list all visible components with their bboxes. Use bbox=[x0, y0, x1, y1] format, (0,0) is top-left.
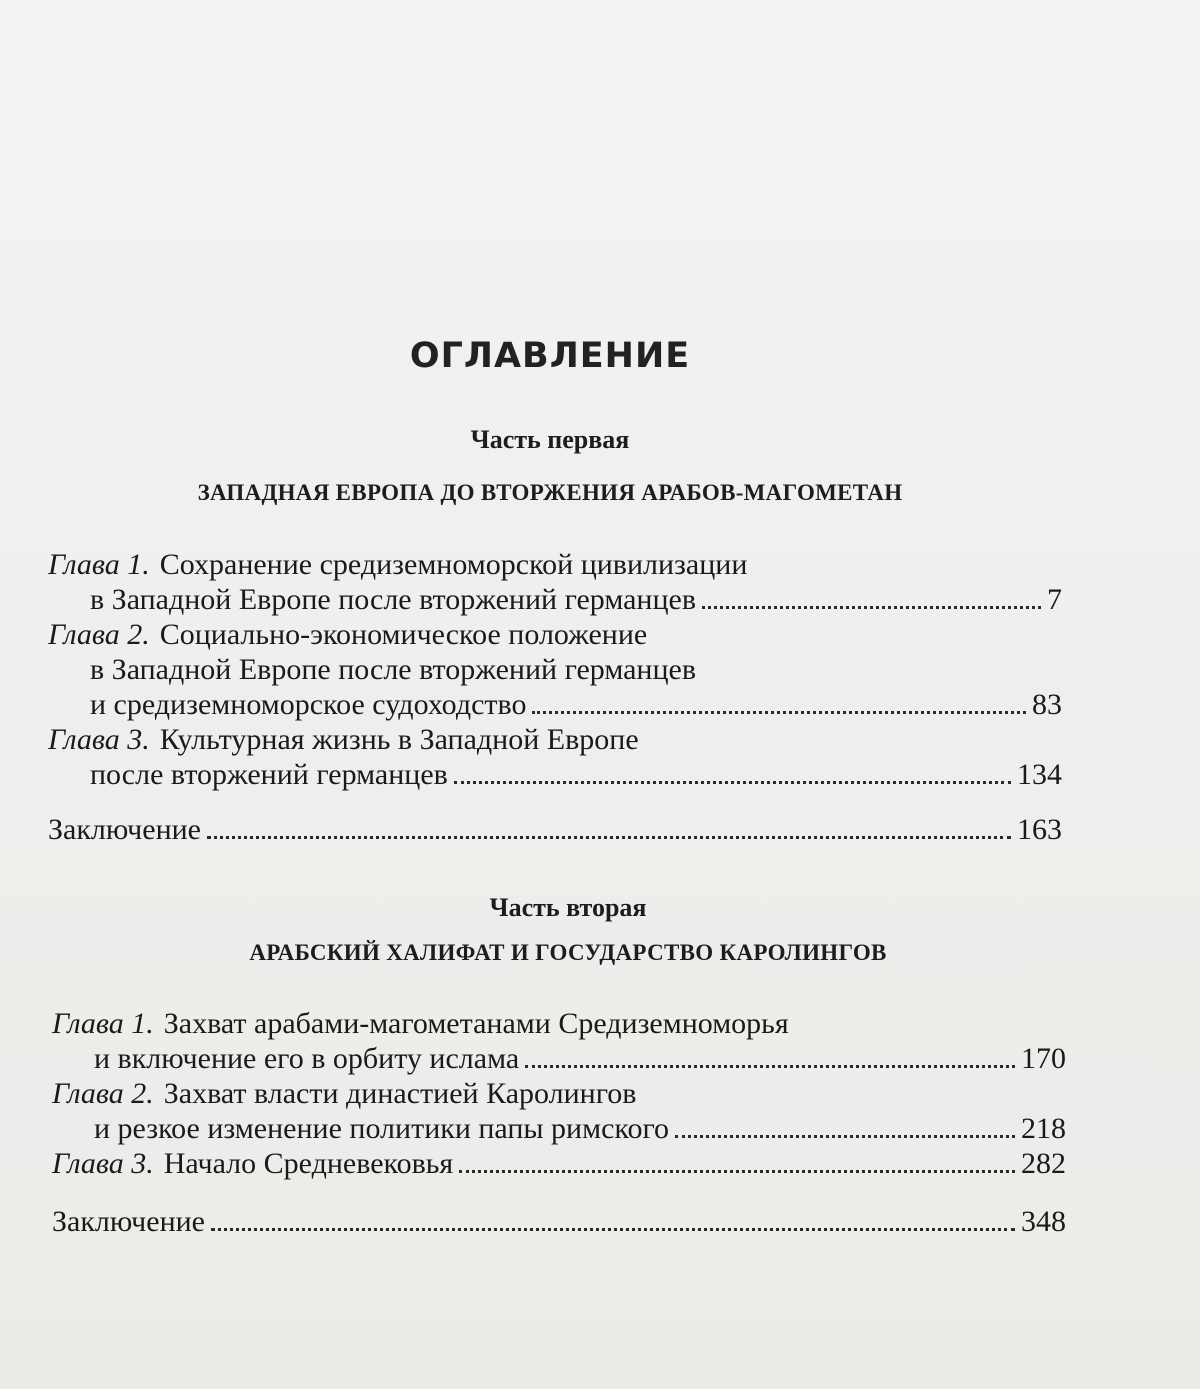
chapter-title: Социально-экономическое положение bbox=[159, 618, 648, 651]
dot-leader bbox=[207, 836, 1011, 839]
chapter-title-cont: и включение его в орбиту ислама bbox=[94, 1042, 520, 1075]
dot-leader bbox=[454, 781, 1011, 784]
chapter-title: Начало Средневековья bbox=[163, 1147, 454, 1180]
toc-entry-p1-ch2-line2 bbox=[90, 653, 696, 687]
page-number: 348 bbox=[1021, 1205, 1066, 1238]
chapter-title-cont: в Западной Европе после вторжений германцев bbox=[90, 583, 697, 616]
toc-entry-p1-conclusion bbox=[48, 813, 1062, 847]
chapter-title-cont: и резкое изменение политики папы римского bbox=[94, 1112, 670, 1145]
toc-entry-p1-ch1-line2 bbox=[90, 583, 1062, 617]
toc-entry-p2-ch2-line1 bbox=[52, 1077, 636, 1111]
toc-entry-p1-ch2-line1 bbox=[48, 618, 647, 652]
page-number: 83 bbox=[1032, 688, 1062, 721]
chapter-label: Глава 3. bbox=[52, 1147, 154, 1180]
toc-heading: ОГЛАВЛЕНИЕ bbox=[409, 336, 691, 376]
toc-entry-p1-ch3-line1 bbox=[48, 723, 639, 757]
toc-entry-p2-ch1-line2 bbox=[94, 1042, 1066, 1076]
conclusion-label: Заключение bbox=[48, 813, 201, 846]
chapter-label: Глава 1. bbox=[52, 1007, 154, 1040]
page-number: 170 bbox=[1021, 1042, 1066, 1075]
page-number: 218 bbox=[1021, 1112, 1066, 1145]
part2-title: АРАБСКИЙ ХАЛИФАТ И ГОСУДАРСТВО КАРОЛИНГОВ bbox=[249, 940, 887, 965]
page-number: 282 bbox=[1021, 1147, 1066, 1180]
dot-leader bbox=[532, 711, 1026, 714]
dot-leader bbox=[702, 606, 1041, 609]
toc-entry-p1-ch1-line1 bbox=[48, 548, 747, 582]
part1-title: ЗАПАДНАЯ ЕВРОПА ДО ВТОРЖЕНИЯ АРАБОВ-МАГОМЕТАН bbox=[197, 480, 903, 505]
chapter-label: Глава 2. bbox=[48, 618, 150, 651]
page-number: 134 bbox=[1017, 758, 1062, 791]
chapter-label: Глава 1. bbox=[48, 548, 150, 581]
toc-entry-p2-ch3 bbox=[52, 1147, 1066, 1181]
chapter-label: Глава 3. bbox=[48, 723, 150, 756]
chapter-title-cont: и средиземноморское судоходство bbox=[90, 688, 527, 721]
page-number: 163 bbox=[1017, 813, 1062, 846]
page-number: 7 bbox=[1047, 583, 1062, 616]
part1-label: Часть первая bbox=[470, 425, 630, 454]
chapter-title: Сохранение средиземноморской цивилизации bbox=[159, 548, 748, 581]
part2-label: Часть вторая bbox=[489, 893, 647, 922]
chapter-label: Глава 2. bbox=[52, 1077, 154, 1110]
dot-leader bbox=[459, 1170, 1015, 1173]
dot-leader bbox=[525, 1065, 1015, 1068]
chapter-title-cont: в Западной Европе после вторжений германцев bbox=[90, 653, 697, 686]
dot-leader bbox=[211, 1228, 1015, 1231]
toc-entry-p2-ch1-line1 bbox=[52, 1007, 789, 1041]
chapter-title-cont: после вторжений германцев bbox=[90, 758, 448, 791]
toc-entry-p2-conclusion bbox=[52, 1205, 1066, 1239]
toc-entry-p1-ch3-line2 bbox=[90, 758, 1062, 792]
conclusion-label: Заключение bbox=[52, 1205, 205, 1238]
dot-leader bbox=[675, 1135, 1015, 1138]
toc-entry-p1-ch2-line3 bbox=[90, 688, 1062, 722]
chapter-title: Захват власти династией Каролингов bbox=[163, 1077, 637, 1110]
chapter-title: Захват арабами-магометанами Средиземноморья bbox=[163, 1007, 789, 1040]
toc-entry-p2-ch2-line2 bbox=[94, 1112, 1066, 1146]
chapter-title: Культурная жизнь в Западной Европе bbox=[159, 723, 639, 756]
